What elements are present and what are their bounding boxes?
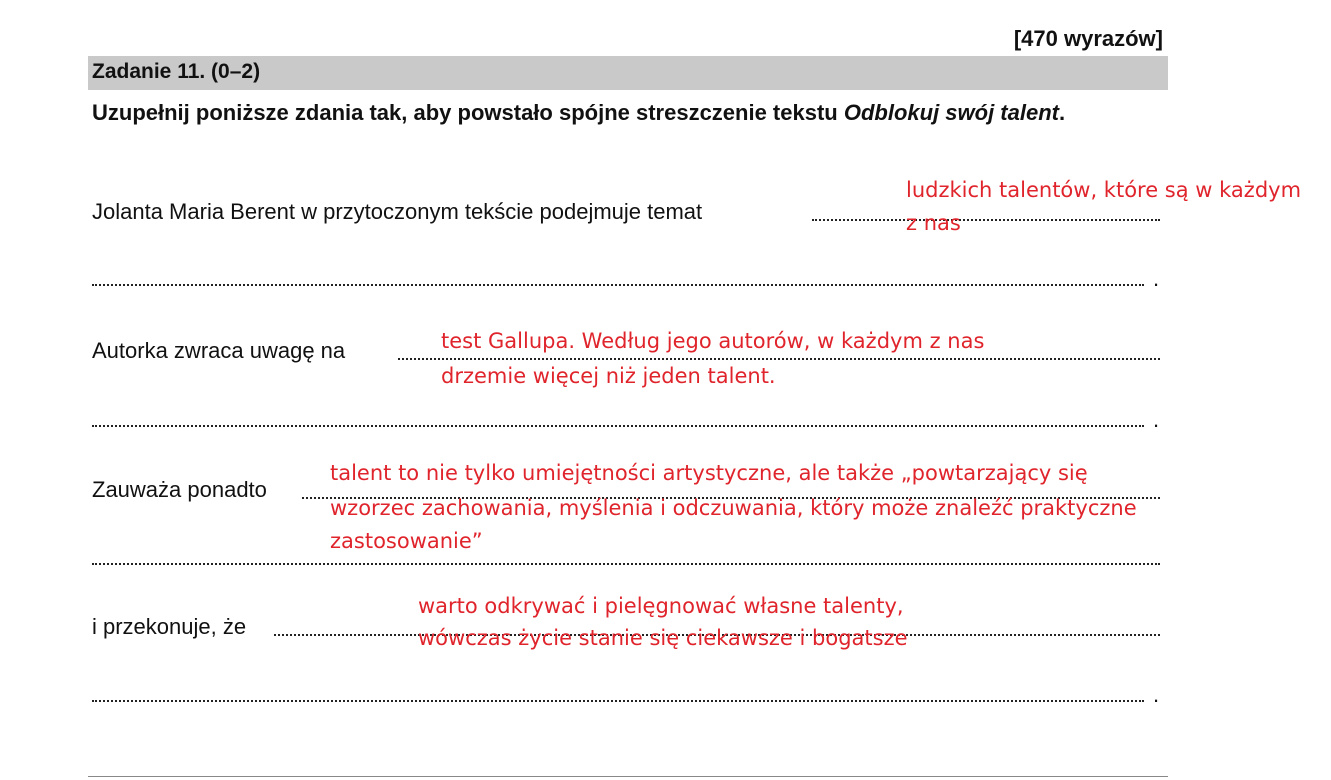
sentence-3-prefix: Zauważa ponadto (92, 477, 267, 502)
answer-line-4b[interactable] (92, 699, 1144, 702)
sentence-1 (92, 199, 702, 225)
answer-line-2b[interactable] (92, 424, 1144, 427)
period-1: . (1153, 266, 1160, 291)
answer-3-line-2: wzorzec zachowania, myślenia i odczuwania, który może znaleźć praktyczne (330, 496, 1137, 520)
answer-line-1a[interactable] (812, 218, 1160, 221)
word-count: [470 wyrazów] (1013, 26, 1163, 51)
answer-line-2a[interactable] (398, 357, 1160, 360)
answer-line-1b[interactable] (92, 283, 1144, 286)
bottom-rule (88, 776, 1168, 777)
task-title: Zadanie 11. (0–2) (92, 60, 261, 83)
instruction-title: Odblokuj swój talent (843, 100, 1059, 125)
sentence-2 (92, 338, 345, 364)
sentence-1-prefix: Jolanta Maria Berent w przytoczonym tekście podejmuje temat (92, 199, 703, 224)
sentence-3 (92, 477, 267, 503)
answer-4-line-1: warto odkrywać i pielęgnować własne talenty, (418, 594, 904, 618)
sentence-4-prefix: i przekonuje, że (92, 614, 247, 639)
answer-3-line-1: talent to nie tylko umiejętności artystyczne, ale także „powtarzający się (330, 461, 1088, 485)
answer-4-line-2: wówczas życie stanie się ciekawsze i bogatsze (418, 626, 908, 650)
instruction-end: . (1058, 100, 1066, 125)
answer-1-line-2: z nas (906, 211, 961, 235)
period-4: . (1153, 682, 1160, 707)
answer-2-line-2: drzemie więcej niż jeden talent. (441, 364, 776, 388)
answer-line-3b[interactable] (92, 562, 1160, 565)
instruction-text: Uzupełnij poniższe zdania tak, aby powstało spójne streszczenie tekstu (92, 100, 844, 125)
sentence-4 (92, 614, 246, 640)
period-2: . (1153, 407, 1160, 432)
answer-3-line-3: zastosowanie” (330, 529, 483, 553)
task-instruction (92, 96, 1167, 129)
answer-2-line-1: test Gallupa. Według jego autorów, w każdym z nas (441, 329, 985, 353)
answer-1-line-1: ludzkich talentów, które są w każdym (906, 178, 1302, 202)
sentence-2-prefix: Autorka zwraca uwagę na (92, 338, 346, 363)
